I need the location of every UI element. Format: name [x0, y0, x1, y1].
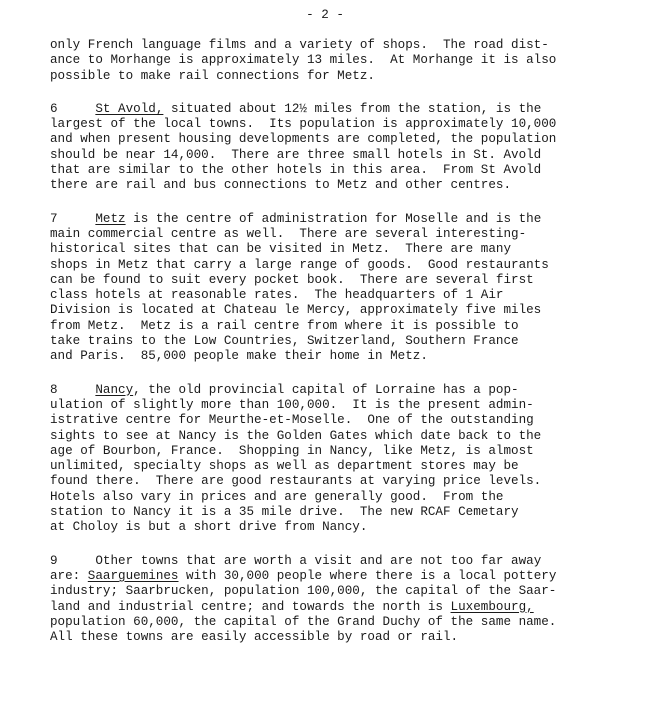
paragraph-number: 7	[50, 211, 58, 226]
text-line: main commercial centre as well. There are several interesting-	[50, 226, 527, 241]
place-title: Metz	[95, 211, 126, 226]
paragraph-first-line	[50, 383, 615, 398]
text-line: should be near 14,000. There are three small hotels in St. Avold	[50, 147, 542, 162]
text-run: Other towns that are worth a visit and are not too far away	[95, 553, 542, 568]
text-line: ulation of slightly more than 100,000. It is the present admin-	[50, 397, 534, 412]
text-run: land and industrial centre; and towards the north is	[50, 599, 451, 614]
paragraph-first-line	[50, 102, 615, 117]
document-body	[50, 38, 615, 663]
place-title: Luxembourg,	[450, 599, 534, 614]
paragraph-first-line	[50, 212, 615, 227]
text-line: largest of the local towns. Its population is approximately 10,000	[50, 117, 557, 132]
text-line: can be found to suit every pocket book. There are several first	[50, 272, 534, 287]
text-line: class hotels at reasonable rates. The headquarters of 1 Air	[50, 288, 504, 303]
text-line: from Metz. Metz is a rail centre from where it is possible to	[50, 318, 519, 333]
text-line	[50, 569, 615, 584]
text-run: situated about 12½ miles from the station, is the	[163, 101, 542, 116]
text-line: historical sites that can be visited in Metz. There are many	[50, 242, 512, 257]
text-line: istrative centre for Meurthe-et-Moselle. One of the outstanding	[50, 413, 534, 428]
text-line: Division is located at Chateau le Mercy, approximately five miles	[50, 303, 542, 318]
place-title: Saarguemines	[87, 568, 179, 583]
text-line: and Paris. 85,000 people make their home in Metz.	[50, 349, 428, 364]
paragraph-first-line	[50, 554, 615, 569]
text-line: Hotels also vary in prices and are generally good. From the	[50, 489, 504, 504]
text-line: take trains to the Low Countries, Switzerland, Southern France	[50, 334, 519, 349]
text-line: age of Bourbon, France. Shopping in Nancy, like Metz, is almost	[50, 443, 534, 458]
paragraph-number: 8	[50, 382, 58, 397]
text-line: population 60,000, the capital of the Grand Duchy of the same name.	[50, 614, 557, 629]
place-title: St Avold,	[95, 101, 164, 116]
text-line: shops in Metz that carry a large range of goods. Good restaurants	[50, 257, 549, 272]
paragraph-number: 6	[50, 101, 58, 116]
paragraph-continuation	[50, 38, 615, 84]
text-line: at Choloy is but a short drive from Nancy.	[50, 520, 368, 535]
text-line: found there. There are good restaurants at varying price levels.	[50, 474, 542, 489]
text-line: only French language films and a variety of shops. The road dist-	[50, 38, 549, 52]
text-run: , the old provincial capital of Lorraine has a pop-	[133, 382, 519, 397]
place-title: Nancy	[95, 382, 134, 397]
text-run: with 30,000 people where there is a local pottery	[178, 568, 557, 583]
text-line: All these towns are easily accessible by road or rail.	[50, 630, 459, 645]
text-run: is the centre of administration for Moselle and is the	[125, 211, 542, 226]
text-line: industry; Saarbrucken, population 100,000, the capital of the Saar-	[50, 584, 557, 599]
page-number: - 2 -	[306, 8, 344, 22]
paragraph-8	[50, 383, 615, 536]
text-line: there are rail and bus connections to Metz and other centres.	[50, 178, 512, 193]
paragraph-7	[50, 212, 615, 365]
paragraph-6	[50, 102, 615, 194]
text-run: are:	[50, 568, 88, 583]
text-line: and when present housing developments are completed, the population	[50, 132, 557, 147]
paragraph-number: 9	[50, 553, 58, 568]
text-line: sights to see at Nancy is the Golden Gates which date back to the	[50, 428, 542, 443]
text-line: ance to Morhange is approximately 13 miles. At Morhange it is also	[50, 53, 557, 68]
text-line: unlimited, specialty shops as well as department stores may be	[50, 459, 519, 474]
text-line	[50, 600, 615, 615]
text-line: station to Nancy it is a 35 mile drive. The new RCAF Cemetary	[50, 505, 519, 520]
text-line: possible to make rail connections for Metz.	[50, 68, 375, 83]
paragraph-9	[50, 554, 615, 646]
text-line: that are similar to the other hotels in this area. From St Avold	[50, 163, 542, 178]
